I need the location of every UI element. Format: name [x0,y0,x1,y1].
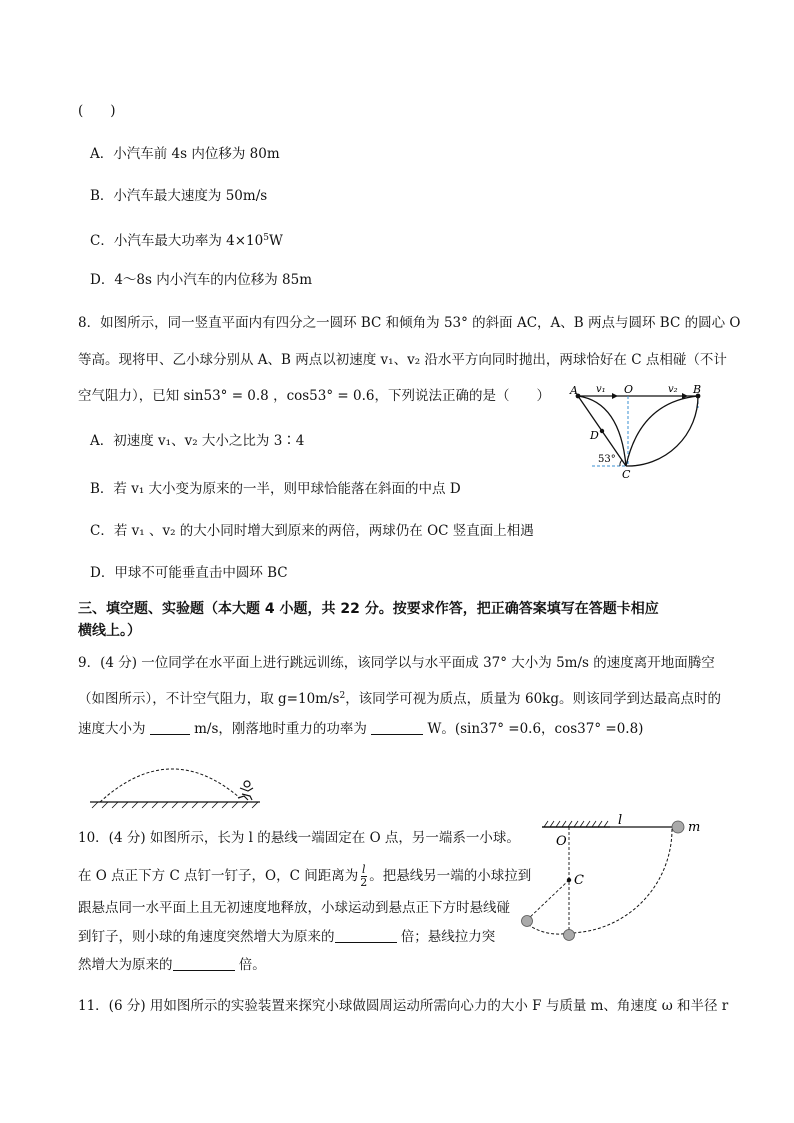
q7-bracket: ( ) [78,103,116,119]
q10-stem-line1: 10．(4 分) 如图所示，长为 l 的悬线一端固定在 O 点，另一端系一小球。 [78,830,520,846]
q9-stem-line2: （如图所示），不计空气阻力，取 $g=10m/s^2$，该同学可视为质点，质量为 60kg。则该同学到达最高点时的 [78,691,721,707]
q8-fig-label-v1: v₁ [596,384,606,395]
q7-option-b: B．小汽车最大速度为 50m/s [90,188,268,204]
q8-fig-label-angle: 53° [598,454,616,465]
q9-stem-line1: 9．(4 分) 一位同学在水平面上进行跳远训练，该同学以与水平面成 37° 大小为 5m/s 的速度离开地面腾空 [78,655,715,671]
q10-stem-line5: 然增大为原来的 倍。 [78,957,266,973]
q10-answer-blank-1[interactable] [335,928,397,943]
q7-option-d: D．4～8s 内小汽车的内位移为 85m [90,272,312,288]
q9-stem-line3: 速度大小为 m/s，刚落地时重力的功率为 W。(sin37° =0.6，cos37° =0.8) [78,721,644,737]
q10-stem-line2: 在 O 点正下方 C 点钉一钉子，O，C 间距离为 $\frac{l}{2}$ 。把悬线另一端的小球拉到 [78,863,532,889]
q9-answer-blank-1[interactable] [150,720,190,735]
q8-fig-label-c: C [622,468,631,481]
q9-answer-blank-2[interactable] [371,720,423,735]
q8-figure [570,382,720,482]
q8-fig-label-d: D [590,429,599,442]
q8-fig-label-a: A [570,384,578,397]
q8-option-a: A．初速度 v₁、v₂ 大小之比为 3∶4 [90,433,305,449]
q10-fraction: $\frac{l}{2}$ [360,863,368,889]
q8-stem-line1: 8．如图所示，同一竖直平面内有四分之一圆环 BC 和倾角为 53° 的斜面 AC，A、B 两点与圆环 BC 的圆心 O [78,315,741,331]
q10-answer-blank-2[interactable] [173,956,235,971]
q8-fig-label-b: B [693,383,702,396]
jumper-icon [238,781,253,800]
q7-option-c: C．小汽车最大功率为 $4\times 10^5W$ [90,233,283,249]
q8-option-c: C．若 v₁ 、v₂ 的大小同时增大到原来的两倍，两球仍在 OC 竖直面上相遇 [90,523,534,539]
q10-fig-label-m: m [688,820,701,835]
q9-figure [90,758,270,808]
q8-stem-line3: 空气阻力），已知 sin53° = 0.8 ，cos53° = 0.6，下列说法正确的是（ ） [78,388,550,404]
q10-stem-line4: 到钉子，则小球的角速度突然增大为原来的 倍；悬线拉力突 [78,929,496,945]
section3-heading-line1: 三、填空题、实验题（本大题 4 小题，共 22 分。按要求作答，把正确答案填写在答题卡相应 [78,601,659,617]
q8-option-b: B．若 v₁ 大小变为原来的一半，则甲球恰能落在斜面的中点 D [90,481,461,497]
q8-stem-line2: 等高。现将甲、乙小球分别从 A、B 两点以初速度 v₁、v₂ 沿水平方向同时抛出，两球恰好在 C 点相碰（不计 [78,352,727,368]
q10-fig-label-o: O [556,834,567,849]
q7-option-a: A．小汽车前 4s 内位移为 80m [90,146,280,162]
q8-fig-label-o: O [624,383,634,396]
section3-heading-line2: 横线上。） [78,623,141,639]
q10-figure [520,815,710,945]
q8-fig-label-v2: v₂ [668,384,678,395]
q10-fig-label-l: l [618,813,623,828]
q10-stem-line3: 跟悬点同一水平面上且无初速度地释放，小球运动到悬点正下方时悬线碰 [78,900,510,916]
q11-stem-line1: 11．(6 分) 用如图所示的实验装置来探究小球做圆周运动所需向心力的大小 F 与质量 m、角速度 ω 和半径 r [78,998,729,1014]
q10-fig-label-c: C [574,873,584,888]
q8-option-d: D．甲球不可能垂直击中圆环 BC [90,565,288,581]
